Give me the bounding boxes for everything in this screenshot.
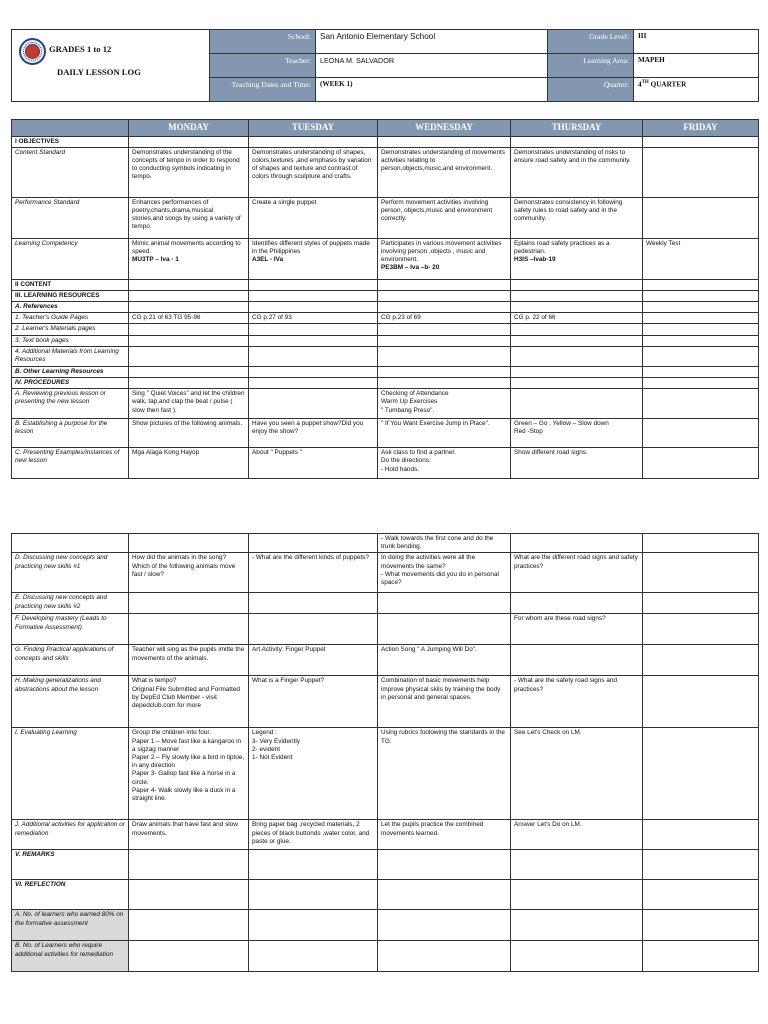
cell-reviewing-thu — [511, 389, 643, 419]
day-header-row — [12, 120, 759, 137]
cell-performance-standard-tue: Create a single puppet — [249, 197, 378, 238]
day-header-blank — [12, 120, 129, 137]
table-row — [12, 290, 759, 301]
day-header-wednesday: WEDNESDAY — [378, 120, 511, 137]
header-logo-cell — [12, 30, 210, 102]
learning-area-label: Learning Area: — [548, 54, 634, 78]
cell-purpose-thu: Green – Go , Yellow – Slow down Red -Stop — [511, 419, 643, 448]
grades-title: GRADES 1 to 12 — [49, 44, 112, 54]
table-row — [12, 645, 759, 676]
cell-discussing1-wed: In doing the activities were all the movements the same? - What movements did you do in personal space? — [378, 553, 511, 593]
cell-discussing1-thu: What are the different road signs and safety practices? — [511, 553, 643, 593]
competency-thu-text: Eplains road safety practices as a pedestrian. — [514, 239, 610, 255]
table-row — [12, 593, 759, 614]
cell-content-standard-mon: Demonstrates understanding of the concepts of tempo in order to respond to conducting symbols indicating in tempo. — [129, 147, 249, 197]
row-label-learner-materials: 2. Learner's Materials pages — [12, 324, 129, 335]
table-row — [12, 880, 759, 910]
cell-presenting-wed: Ask class to find a partner. Do the directions: - Hold hands. — [378, 448, 511, 479]
cell-reviewing-mon: Sing " Quiet Voices" and let the children walk, tap,and clap the beat / pulse ( slow then fast ). — [129, 389, 249, 419]
row-label-learners-80: A. No. of learners who earned 80% on the formative assessment — [12, 910, 129, 941]
grade-level-value: III — [634, 30, 759, 54]
table-row — [12, 197, 759, 238]
row-label-purpose: B. Establishing a purpose for the lesson — [12, 419, 129, 448]
cell-teacher-guide-tue: CG p.27 of 93 — [249, 313, 378, 324]
cell-competency-thu — [511, 238, 643, 279]
row-label-content: II CONTENT — [12, 279, 129, 290]
cell-generalizations-fri — [643, 676, 759, 728]
cell-presenting-thu: Show different road signs. — [511, 448, 643, 479]
table-row — [12, 238, 759, 279]
cell-presenting-mon: Mga Alaga Kong Hayop — [129, 448, 249, 479]
cell-evaluating-tue: Legend : 3- Very Evidently 2- evident 1- Not Evident — [249, 728, 378, 820]
row-label-content-standard: Content Standard — [12, 147, 129, 197]
table-row — [12, 136, 759, 147]
cell-competency-mon — [129, 238, 249, 279]
table-row — [12, 346, 759, 366]
table-row — [12, 147, 759, 197]
quarter-word: QUARTER — [648, 80, 687, 89]
cell-generalizations-wed: Combination of basic movements help improve physical skils by training the body in personal and general spaces. — [378, 676, 511, 728]
cell-applications-mon: Teacher will sing as the pupils imitte the movements of the animals. — [129, 645, 249, 676]
cell-performance-standard-mon: Enhances performances of poetry,chants,drama,musical stories,and songs by using a variety of tempo. — [129, 197, 249, 238]
row-label-mastery: F. Developing mastery (Leads to Formative Assessment) — [12, 614, 129, 645]
cell-content-standard-thu: Demonstrates understanding of risks to ensure road safety and in the community. — [511, 147, 643, 197]
cell-competency-fri: Weekly Test — [643, 238, 759, 279]
teacher-value: LEONA M. SALVADOR — [316, 54, 548, 78]
cell-purpose-fri — [643, 419, 759, 448]
row-label-objectives: I OBJECTIVES — [12, 136, 129, 147]
cell-additional-activities-thu: Answer Let's Do on LM. — [511, 820, 643, 850]
cell-discussing1-mon: How did the animals in the song? Which of the following animals move fast / slow? — [129, 553, 249, 593]
table-row — [12, 279, 759, 290]
table-row — [12, 366, 759, 377]
row-label-performance-standard: Performance Standard — [12, 197, 129, 238]
row-label-additional-activities: J. Additional activities for application or remediation — [12, 820, 129, 850]
table-row — [12, 302, 759, 313]
quarter-value — [634, 78, 759, 102]
table-row — [12, 553, 759, 593]
cell-presenting-tue: About " Puppets " — [249, 448, 378, 479]
cell-applications-fri — [643, 645, 759, 676]
row-label-learners-remediation: B. No. of Learners who require additional activities for remediation — [12, 941, 129, 972]
cell-generalizations-thu: - What are the safety road signs and practices? — [511, 676, 643, 728]
row-label-discussing1: D. Discussing new concepts and practicing new skills #1 — [12, 553, 129, 593]
cell-competency-tue — [249, 238, 378, 279]
day-header-thursday: THURSDAY — [511, 120, 643, 137]
row-label-additional-materials: 4. Additional Materials from Learning Resources — [12, 346, 129, 366]
row-label-applications: G. Finding Practical applications of concepts and skills — [12, 645, 129, 676]
cell-performance-standard-wed: Perform movement activities involving person, objects,music and environment correctly. — [378, 197, 511, 238]
cell-continued-wed: - Walk towards the first cone and do the trunk bending. — [378, 534, 511, 553]
table-row — [12, 419, 759, 448]
row-label-other-resources: B. Other Learning Resources — [12, 366, 129, 377]
cell-generalizations-tue: What is a Finger Puppet? — [249, 676, 378, 728]
competency-tue-code: A3EL - IVa — [252, 256, 284, 264]
row-label-evaluating: I. Evaluating Learning — [12, 728, 129, 820]
cell-evaluating-wed: Using rubrics foolowing the standards in the TG. — [378, 728, 511, 820]
table-row — [12, 941, 759, 972]
cell-content-standard-fri — [643, 147, 759, 197]
cell-content-standard-wed: Demonstrates understanding of movements activities relating to person,objects,music,and environment. — [378, 147, 511, 197]
row-label-reflection: VI. REFLECTION — [12, 880, 129, 910]
row-label-learning-resources: III. LEARNING RESOURCES — [12, 290, 129, 301]
lesson-table-part2 — [11, 533, 759, 972]
table-row — [12, 676, 759, 728]
cell-reviewing-tue — [249, 389, 378, 419]
day-header-monday: MONDAY — [129, 120, 249, 137]
cell-teacher-guide-wed: CG p.23 of 69 — [378, 313, 511, 324]
cell-teacher-guide-mon: CG p.21 of 63 TG 95-96 — [129, 313, 249, 324]
cell-applications-thu — [511, 645, 643, 676]
cell-purpose-mon: Show pictures of the following animals. — [129, 419, 249, 448]
table-row — [12, 534, 759, 553]
lesson-table-part1 — [11, 119, 759, 479]
row-label-generalizations: H. Making generalizations and abstractions about the lesson — [12, 676, 129, 728]
competency-thu-code: H3IS –Ivab-19 — [514, 256, 556, 264]
cell-purpose-tue: Have you seen a puppet show?Did you enjoy the show? — [249, 419, 378, 448]
cell-purpose-wed: " If You Want Exercise Jump in Place". — [378, 419, 511, 448]
header-table — [11, 29, 759, 102]
row-label-procedures: IV. PROCEDURES — [12, 378, 129, 389]
cell-additional-activities-tue: Bring paper bag ,recycled materials, 2 pieces of black buttonds ,water color, and paste or glue. — [249, 820, 378, 850]
quarter-label: Quarter: — [548, 78, 634, 102]
dates-value: (WEEK 1) — [316, 78, 548, 102]
cell-additional-activities-wed: Let the pupils practice the combined movements learned. — [378, 820, 511, 850]
cell-performance-standard-thu: Demonstrates consistency in following safety rules to road safety and in the community. — [511, 197, 643, 238]
quarter-suffix: TH — [641, 80, 649, 85]
row-label-teacher-guide: 1. Teacher's Guide Pages — [12, 313, 129, 324]
quarter-number: 4 — [638, 80, 642, 89]
table-row — [12, 448, 759, 479]
cell-additional-activities-fri — [643, 820, 759, 850]
table-row — [12, 324, 759, 335]
row-label-competency: Learning Competency — [12, 238, 129, 279]
row-label-references: A. References — [12, 302, 129, 313]
grade-level-label: Grade Level: — [548, 30, 634, 54]
competency-wed-code: PE3BM – Iva –b- 20 — [381, 264, 440, 272]
table-row — [12, 820, 759, 850]
competency-mon-code: MU3TP – Iva - 1 — [132, 256, 179, 264]
row-label-reviewing: A. Reviewing previous lesson or presenting the new lesson — [12, 389, 129, 419]
cell-applications-wed: Action Song " A Jumping Will Do". — [378, 645, 511, 676]
table-row — [12, 614, 759, 645]
competency-mon-text: Mimic animal movements according to speed. — [132, 239, 241, 255]
cell-evaluating-thu: See Let's Check on LM. — [511, 728, 643, 820]
competency-tue-text: Identifies different styles of puppets made in the Philippines — [252, 239, 370, 255]
cell-applications-tue: Art Activity: Finger Puppet — [249, 645, 378, 676]
cell-reviewing-fri — [643, 389, 759, 419]
cell-teacher-guide-fri — [643, 313, 759, 324]
row-label-remarks: V. REMARKS — [12, 850, 129, 880]
table-row — [12, 910, 759, 941]
cell-additional-activities-mon: Draw animals that have fast and slow movements. — [129, 820, 249, 850]
cell-content-standard-tue: Demonstrates understanding of shapes, colors,textures ,and emphasis by variation of shapes and texture and contrast of colors through sculpture and crafts. — [249, 147, 378, 197]
cell-discussing1-fri — [643, 553, 759, 593]
cell-presenting-fri — [643, 448, 759, 479]
cell-evaluating-mon: Group the children into four. Paper 1 – Move fast like a kangaroo in a sigzag manner Paper 2 – Fly slowly like a bird in tiptoe, in any direction Paper 3- Gallop fast like a horse in a circle. Paper 4- Walk slowly like a duck in a straight line. — [129, 728, 249, 820]
table-row — [12, 378, 759, 389]
learning-area-value: MAPEH — [634, 54, 759, 78]
table-row — [12, 728, 759, 820]
school-label: School: — [210, 30, 316, 54]
table-row — [12, 850, 759, 880]
competency-wed-text: Participates in various movement activities involving person ,objects , music and environment. — [381, 239, 502, 264]
cell-reviewing-wed: Checking of Attendance Warm Up Exercises " Tumbang Preso". — [378, 389, 511, 419]
table-row — [12, 313, 759, 324]
dll-title: DAILY LESSON LOG — [57, 67, 141, 77]
cell-continued-label — [12, 534, 129, 553]
school-value: San Antonio Elementary School — [316, 30, 548, 54]
cell-generalizations-mon: What is tempo? Original File Submitted and Formatted by DepEd Club Member - visit depedclub.com for more — [129, 676, 249, 728]
cell-evaluating-fri — [643, 728, 759, 820]
day-header-tuesday: TUESDAY — [249, 120, 378, 137]
row-label-presenting: C. Presenting Examples/instances of new lesson — [12, 448, 129, 479]
cell-teacher-guide-thu: CG p. 22 of 66 — [511, 313, 643, 324]
table-row — [12, 389, 759, 419]
dates-label: Teaching Dates and Time: — [210, 78, 316, 102]
cell-discussing1-tue: - What are the different kinds of puppets? — [249, 553, 378, 593]
teacher-label: Teacher: — [210, 54, 316, 78]
cell-performance-standard-fri — [643, 197, 759, 238]
day-header-friday: FRIDAY — [643, 120, 759, 137]
cell-competency-wed — [378, 238, 511, 279]
table-row — [12, 335, 759, 346]
cell-mastery-thu: For whom are these road signs? — [511, 614, 643, 645]
row-label-discussing2: E. Discussing new concepts and practicing new skills #2 — [12, 593, 129, 614]
row-label-textbook: 3. Text book pages — [12, 335, 129, 346]
deped-seal-icon — [19, 38, 46, 65]
